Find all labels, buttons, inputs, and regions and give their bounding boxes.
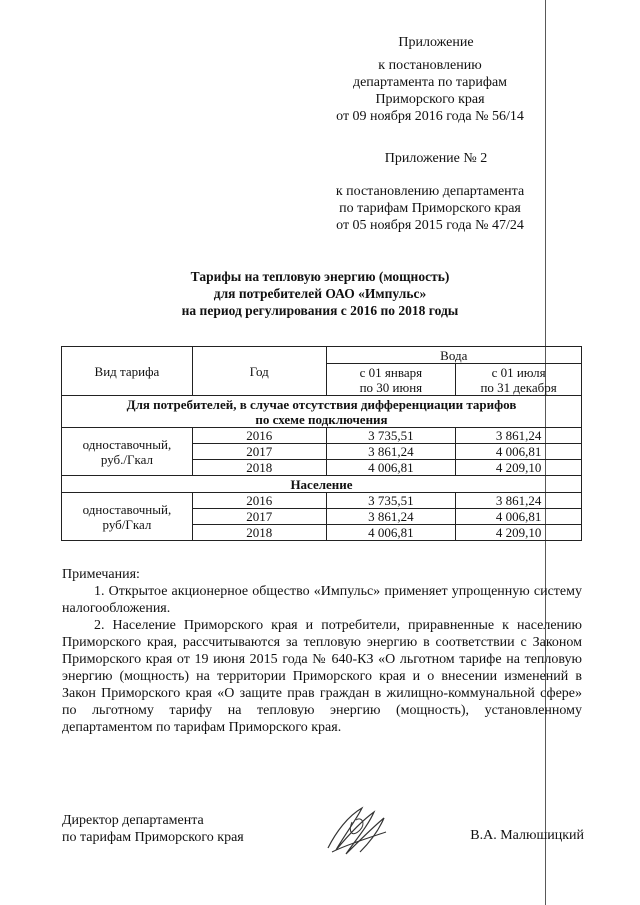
appendix-header xyxy=(280,34,580,125)
year-cell: 2016 xyxy=(192,493,326,509)
value-cell: 3 861,24 xyxy=(326,509,456,525)
section-header-population: Население xyxy=(62,476,582,493)
year-cell: 2018 xyxy=(192,525,326,541)
notes-section xyxy=(62,566,582,736)
year-cell: 2017 xyxy=(192,509,326,525)
title-line: для потребителей ОАО «Импульс» xyxy=(213,286,427,301)
value-cell: 4 006,81 xyxy=(326,460,456,476)
signatory-position xyxy=(62,812,244,846)
handwritten-signature xyxy=(322,802,392,860)
appendix-2-line: по тарифам Приморского края xyxy=(339,201,521,216)
value-cell: 3 861,24 xyxy=(456,493,582,509)
value-cell: 4 209,10 xyxy=(456,460,582,476)
period2-line: с 01 июля xyxy=(491,364,546,380)
tariff-type-cell xyxy=(62,493,193,541)
col-header-type: Вид тарифа xyxy=(62,347,193,396)
appendix-2-line: от 05 ноября 2015 года № 47/24 xyxy=(336,218,524,233)
tariff-type-line: одноставочный, xyxy=(82,436,172,452)
value-cell: 3 861,24 xyxy=(456,428,582,444)
year-cell: 2018 xyxy=(192,460,326,476)
period2-line: по 31 декабря xyxy=(480,379,557,395)
section-header-consumers xyxy=(62,396,582,428)
col-header-water: Вода xyxy=(326,347,581,364)
tariff-type-line: руб/Гкал xyxy=(102,516,152,532)
title-line: на период регулирования с 2016 по 2018 годы xyxy=(181,303,459,318)
position-line: Директор департамента xyxy=(62,813,204,828)
tariff-type-line: одноставочный, xyxy=(82,501,172,517)
value-cell: 3 735,51 xyxy=(326,493,456,509)
period1-line: по 30 июня xyxy=(359,379,423,395)
appendix-2-label: Приложение № 2 xyxy=(384,151,488,166)
year-cell: 2017 xyxy=(192,444,326,460)
tariff-type-cell xyxy=(62,428,193,476)
tariffs-table xyxy=(61,346,582,541)
period1-line: с 01 января xyxy=(359,364,423,380)
appendix-2-header xyxy=(280,150,580,234)
appendix-line: к постановлению xyxy=(378,58,482,73)
year-cell: 2016 xyxy=(192,428,326,444)
section-line: Для потребителей, в случае отсутствия дифференциации тарифов xyxy=(126,396,517,412)
note-1: 1. Открытое акционерное общество «Импульс» применяет упрощенную систему налогообложения. xyxy=(62,584,582,616)
value-cell: 4 006,81 xyxy=(456,444,582,460)
appendix-line: департамента по тарифам xyxy=(352,75,508,90)
appendix-label: Приложение xyxy=(398,35,474,50)
col-header-year: Год xyxy=(192,347,326,396)
notes-heading: Примечания: xyxy=(62,567,140,582)
col-header-period2 xyxy=(456,364,582,396)
value-cell: 3 861,24 xyxy=(326,444,456,460)
col-header-period1 xyxy=(326,364,456,396)
tariff-type-line: руб./Гкал xyxy=(100,451,153,467)
appendix-line: Приморского края xyxy=(375,92,485,107)
signatory-name: В.А. Малюшицкий xyxy=(470,828,584,843)
document-title xyxy=(60,268,580,319)
appendix-line: от 09 ноября 2016 года № 56/14 xyxy=(336,109,524,124)
value-cell: 4 209,10 xyxy=(456,525,582,541)
value-cell: 3 735,51 xyxy=(326,428,456,444)
section-line: по схеме подключения xyxy=(255,411,388,427)
title-line: Тарифы на тепловую энергию (мощность) xyxy=(190,269,450,284)
value-cell: 4 006,81 xyxy=(456,509,582,525)
note-2: 2. Население Приморского края и потребители, приравненные к населению Приморского края, рассчитываются за тепловую энергию в соответствии с Законом Приморского края от 19 июня 2015 года № 640-КЗ «О льготном тарифе на тепловую энергию (мощность) на территории Приморского края и о внесении изменений в Закон Приморского края «О защите прав граждан в жилищно-коммунальной сфере» по льготному тарифу на тепловую энергию (мощность), установленному департаментом по тарифам Приморского края. xyxy=(62,618,582,735)
position-line: по тарифам Приморского края xyxy=(62,830,244,845)
value-cell: 4 006,81 xyxy=(326,525,456,541)
appendix-2-line: к постановлению департамента xyxy=(335,184,525,199)
